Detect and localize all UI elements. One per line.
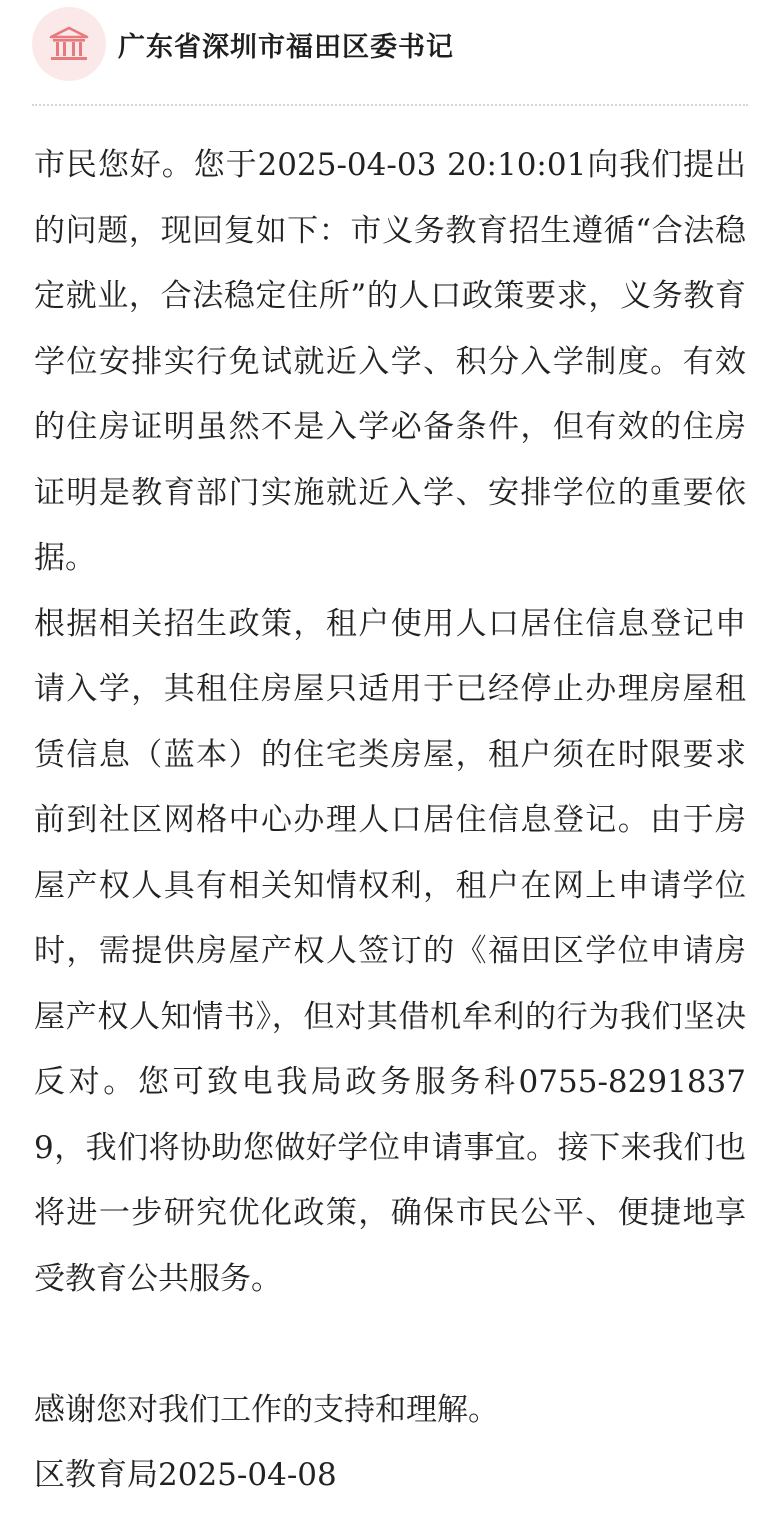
government-building-icon <box>49 26 89 62</box>
sender-name[interactable]: 广东省深圳市福田区委书记 <box>118 31 454 63</box>
reply-paragraph-1: 市民您好。您于2025-04-03 20:10:01向我们提出的问题，现回复如下：市义务教育招生遵循“合法稳定就业，合法稳定住所”的人口政策要求，义务教育学位安排实行免试就近入学、积分入学制度。有效的住房证明虽然不是入学必备条件，但有效的住房证明是教育部门实施就近入学、安排学位的重要依据。 <box>34 147 746 576</box>
thanks-line: 感谢您对我们工作的支持和理解。 <box>34 1391 499 1428</box>
reply-paragraph-2: 根据相关招生政策，租户使用人口居住信息登记申请入学，其租住房屋只适用于已经停止办理房屋租赁信息（蓝本）的住宅类房屋，租户须在时限要求前到社区网格中心办理人口居住信息登记。由于房屋产权人具有相关知情权利，租户在网上申请学位时，需提供房屋产权人签订的《福田区学位申请房屋产权人知情书》，但对其借机牟利的行为我们坚决反对。您可致电我局政务服务科0755-82918379，我们将协助您做好学位申请事宜。接下来我们也将进一步研究优化政策，确保市民公平、便捷地享受教育公共服务。 <box>34 605 746 1297</box>
government-avatar[interactable] <box>32 7 106 81</box>
reply-header <box>32 6 748 82</box>
signature-line: 区教育局2025-04-08 <box>34 1457 337 1493</box>
blank-line <box>34 1312 746 1378</box>
reply-body <box>34 133 746 1509</box>
header-divider <box>32 104 748 106</box>
